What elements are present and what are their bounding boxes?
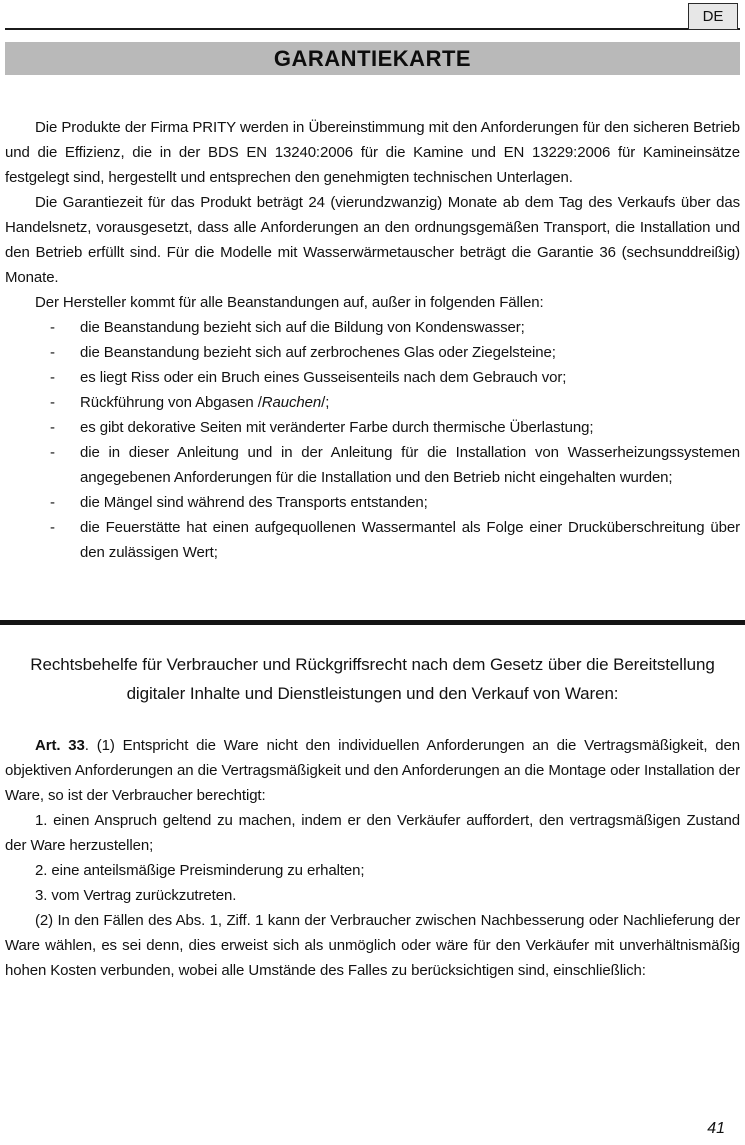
paragraph-abs2: (2) In den Fällen des Abs. 1, Ziff. 1 kann der Verbraucher zwischen Nachbesserung oder Nachlieferung der Ware wählen, es sei denn, dies erweist sich als unmöglich oder wäre für den Verkäufer mit unverhältnismäßig hohen Kosten verbunden, wobei alle Umstände des Falles zu berücksichtigen sind, einschließlich: [5, 912, 740, 979]
paragraph-art33 [5, 733, 740, 808]
dash-marker: - [50, 519, 55, 536]
list-item-text: die Beanstandung bezieht sich auf die Bildung von Kondenswasser; [80, 319, 525, 336]
paragraph-exclusions-intro: Der Hersteller kommt für alle Beanstandungen auf, außer in folgenden Fällen: [35, 294, 544, 311]
list-item-text: die in dieser Anleitung und in der Anleitung für die Installation von Wasserheizungssystemen angegebenen Anforderungen für die Installation und den Betrieb nicht eingehalten wurden; [80, 444, 740, 486]
title-banner [5, 42, 740, 75]
list-item [5, 490, 740, 515]
legal-body [5, 733, 740, 983]
paragraph-products: Die Produkte der Firma PRITY werden in Übereinstimmung mit den Anforderungen für den sicheren Betrieb und die Effizienz, die in der BDS EN 13240:2006 für die Kamine und EN 13229:2006 für Kamineinsätze festgelegt sind, hergestellt und entsprechen den genehmigten technischen Unterlagen. [5, 119, 740, 186]
language-tab-label: DE [702, 8, 724, 25]
list-item-text-italic: Rauchen [261, 394, 322, 411]
legal-item-3: 3. vom Vertrag zurückzutreten. [35, 887, 237, 904]
dash-marker: - [50, 419, 55, 436]
paragraph-warranty-period: Die Garantiezeit für das Produkt beträgt 24 (vierundzwanzig) Monate ab dem Tag des Verkaufs über das Handelsnetz, vorausgesetzt, dass alle Anforderungen an den ordnungsgemäßen Transport, die Installation und den Betrieb erfüllt sind. Für die Modelle mit Wasserwärmetauscher beträgt die Garantie 36 (sechsunddreißig) Monate. [5, 194, 740, 286]
list-item-text: es gibt dekorative Seiten mit veränderter Farbe durch thermische Überlastung; [80, 419, 594, 436]
warranty-section [5, 115, 740, 565]
list-item [5, 415, 740, 440]
list-item-text [80, 390, 740, 415]
list-item-text-pre: Rückführung von Abgasen / [80, 394, 262, 411]
list-item-text-post: /; [321, 394, 330, 411]
list-item-text: die Mängel sind während des Transports entstanden; [80, 494, 428, 511]
exclusion-list [5, 315, 740, 565]
page-number: 41 [707, 1120, 725, 1137]
language-tab-de [688, 3, 738, 30]
section-divider [0, 620, 745, 625]
list-item-text: es liegt Riss oder ein Bruch eines Gusseisenteils nach dem Gebrauch vor; [80, 369, 567, 386]
header-rule [5, 28, 740, 30]
list-item [5, 340, 740, 365]
dash-marker: - [50, 369, 55, 386]
list-item [5, 515, 740, 565]
legal-section [5, 650, 740, 983]
page-title: GARANTIEKARTE [273, 45, 472, 71]
list-item [5, 365, 740, 390]
list-item-text: die Beanstandung bezieht sich auf zerbrochenes Glas oder Ziegelsteine; [80, 344, 556, 361]
dash-marker: - [50, 394, 55, 411]
legal-heading: Rechtsbehelfe für Verbraucher und Rückgriffsrecht nach dem Gesetz über die Bereitstellung digitaler Inhalte und Dienstleistungen und den Verkauf von Waren: [30, 655, 715, 703]
list-item-text: die Feuerstätte hat einen aufgequollenen Wassermantel als Folge einer Drucküberschreitung über den zulässigen Wert; [80, 519, 740, 561]
dash-marker: - [50, 444, 55, 461]
dash-marker: - [50, 319, 55, 336]
list-item [5, 315, 740, 340]
list-item [5, 440, 740, 490]
legal-item-1: 1. einen Anspruch geltend zu machen, indem er den Verkäufer auffordert, den vertragsmäßigen Zustand der Ware herzustellen; [5, 812, 740, 854]
list-item [5, 390, 740, 415]
dash-marker: - [50, 344, 55, 361]
dash-marker: - [50, 494, 55, 511]
document-header [5, 0, 740, 31]
art33-label: Art. 33 [35, 737, 85, 754]
legal-item-2: 2. eine anteilsmäßige Preisminderung zu erhalten; [35, 862, 365, 879]
art33-text: . (1) Entspricht die Ware nicht den individuellen Anforderungen an die Vertragsmäßigkeit, den objektiven Anforderungen an die Vertragsmäßigkeit und den Anforderungen an die Montage oder Installation der Ware, so ist der Verbraucher berechtigt: [5, 737, 740, 804]
